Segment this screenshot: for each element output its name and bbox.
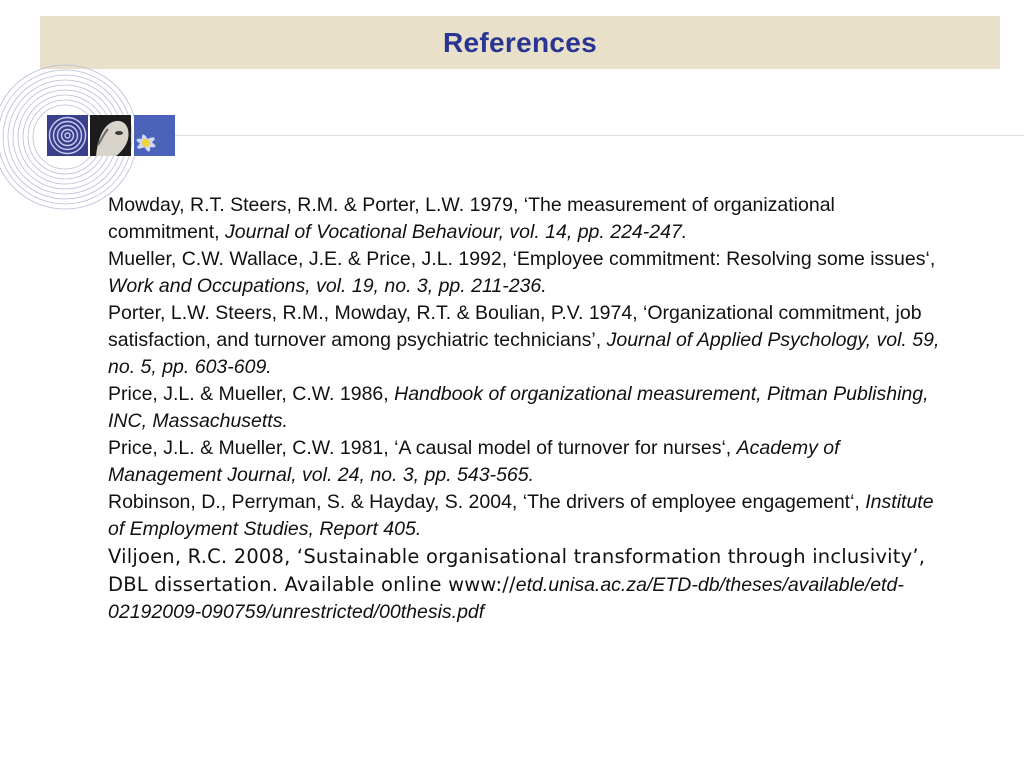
reference-author-title: Porter, L.W. Steers, R.M., Mowday, R.T. & Boulian, P.V. 1974, ‘Organizational commitment, job satisfaction, and turnover among psychiatric technicians’, <box>108 302 922 351</box>
reference-source: Institute of Employment Studies, Report 405. <box>108 491 934 540</box>
reference-author-title: Viljoen, R.C. 2008, ‘Sustainable organisational transformation through inclusivity’, DBL dissertation. Available online www:// <box>108 545 926 596</box>
header-divider <box>170 135 1024 136</box>
reference-item <box>108 246 948 300</box>
reference-item <box>108 435 948 489</box>
reference-source: Journal of Applied Psychology, vol. 59, no. 5, pp. 603-609. <box>108 329 940 378</box>
title-bar <box>40 16 1000 69</box>
references-list <box>108 192 948 626</box>
reference-item <box>108 300 948 381</box>
page-title: References <box>443 26 597 58</box>
reference-source: Handbook of organizational measurement, Pitman Publishing, INC, Massachusetts. <box>108 383 929 432</box>
reference-author-title: Price, J.L. & Mueller, C.W. 1981, ‘A causal model of turnover for nurses‘, <box>108 437 737 459</box>
reference-author-title: Robinson, D., Perryman, S. & Hayday, S. 2004, ‘The drivers of employee engagement‘, <box>108 491 866 513</box>
flower-thumbnail-icon <box>134 115 175 156</box>
spiral-thumbnail-icon <box>47 115 88 156</box>
reference-source: Academy of Management Journal, vol. 24, no. 3, pp. 543-565. <box>108 437 840 486</box>
reference-item <box>108 192 948 246</box>
reference-item <box>108 381 948 435</box>
reference-item <box>108 489 948 543</box>
reference-author-title: Mowday, R.T. Steers, R.M. & Porter, L.W. 1979, ‘The measurement of organizational commitment, <box>108 194 835 243</box>
face-thumbnail-icon <box>90 115 131 156</box>
reference-source: Work and Occupations, vol. 19, no. 3, pp. 211-236. <box>108 275 547 297</box>
reference-item <box>108 543 948 626</box>
reference-author-title: Price, J.L. & Mueller, C.W. 1986, <box>108 383 395 405</box>
reference-source: Journal of Vocational Behaviour, vol. 14, pp. 224-247. <box>225 221 688 243</box>
reference-author-title: Mueller, C.W. Wallace, J.E. & Price, J.L. 1992, ‘Employee commitment: Resolving some issues‘, <box>108 248 936 270</box>
reference-url[interactable]: etd.unisa.ac.za/ETD-db/theses/available/etd-02192009-090759/unrestricted/00thesis.pdf <box>108 574 904 623</box>
